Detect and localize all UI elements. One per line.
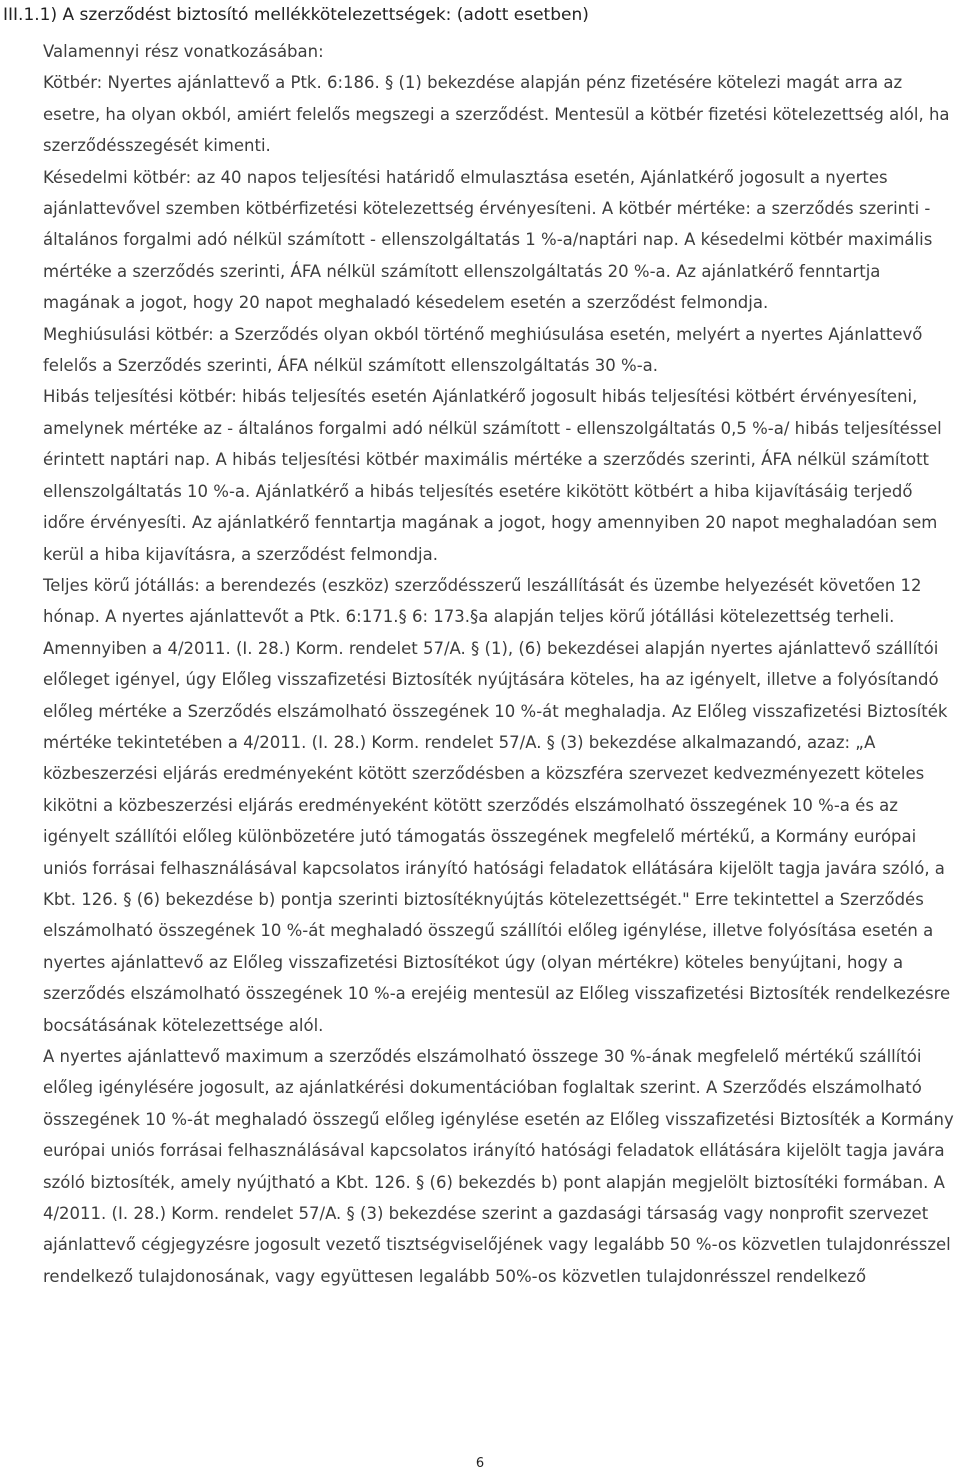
paragraph-penalty-general: Kötbér: Nyertes ajánlattevő a Ptk. 6:186. § (1) bekezdése alapján pénz fizetésére kötelezi magát arra az esetre, ha olyan okból, amiért felelős megszegi a szerződést. Mentesül a kötbér fizetési kötelezettség alól, ha szerződésszegését kimenti.	[43, 73, 950, 156]
paragraph-full-warranty: Teljes körű jótállás: a berendezés (eszköz) szerződésszerű leszállítását és üzembe helyezését követően 12 hónap. A nyertes ajánlattevőt a Ptk. 6:171.§ 6: 173.§a alapján teljes körű jótállási kötelezettség terheli.	[43, 575, 922, 627]
paragraph-scope: Valamennyi rész vonatkozásában:	[43, 42, 324, 61]
section-heading: III.1.1) A szerződést biztosító mellékkötelezettségek: (adott esetben)	[3, 5, 589, 25]
document-body	[43, 36, 955, 1292]
paragraph-advance-repayment-guarantee: Amennyiben a 4/2011. (I. 28.) Korm. rendelet 57/A. § (1), (6) bekezdései alapján nyertes ajánlattevő szállítói előleget igényel, úgy Előleg visszafizetési Biztosíték nyújtására köteles, ha az igényelt, illetve a folyósítandó előleg mértéke a Szerződés elszámolható összegének 10 %-át meghaladja. Az Előleg visszafizetési Biztosíték mértéke tekintetében a 4/2011. (I. 28.) Korm. rendelet 57/A. § (3) bekezdése alkalmazandó, azaz: „A közbeszerzési eljárás eredményeként kötött szerződésben a közszféra szervezet kedvezményezett köteles kikötni a közbeszerzési eljárás eredményeként kötött szerződés elszámolható összegének 10 %-a és az igényelt szállítói előleg különbözetére jutó támogatás összegének megfelelő mértékű, a Kormány európai uniós forrásai felhasználásával kapcsolatos irányító hatósági feladatok ellátására kijelölt tagja javára szóló, a Kbt. 126. § (6) bekezdése b) pontja szerinti biztosítéknyújtás kötelezettségét." Erre tekintettel a Szerződés elszámolható összegének 10 %-át meghaladó összegű szállítói előleg igénylése, illetve folyósítása esetén a nyertes ajánlattevő az Előleg visszafizetési Biztosítékot úgy (olyan mértékre) köteles benyújtani, hogy a szerződés elszámolható összegének 10 %-a erejéig mentesül az Előleg visszafizetési Biztosíték rendelkezésre bocsátásának kötelezettsége alól.	[43, 638, 951, 1035]
paragraph-defective-performance-penalty: Hibás teljesítési kötbér: hibás teljesítés esetén Ajánlatkérő jogosult hibás teljesítési kötbért érvényesíteni, amelynek mértéke az - általános forgalmi adó nélkül számított - ellenszolgáltatás 0,5 %-a/ hibás teljesítéssel érintett naptári nap. A hibás teljesítési kötbér maximális mértéke a szerződés szerinti, ÁFA nélkül számított ellenszolgáltatás 10 %-a. Ajánlatkérő a hibás teljesítés esetére kikötött kötbért a hiba kijavításáig terjedő időre érvényesíti. Az ajánlatkérő fenntartja magának a jogot, hogy amennyiben 20 napot meghaladóan sem kerül a hiba kijavításra, a szerződést felmondja.	[43, 387, 942, 564]
paragraph-failure-penalty: Meghiúsulási kötbér: a Szerződés olyan okból történő meghiúsulása esetén, melyért a nyertes Ajánlattevő felelős a Szerződés szerinti, ÁFA nélkül számított ellenszolgáltatás 30 %-a.	[43, 324, 923, 376]
page-number: 6	[475, 1456, 485, 1471]
paragraph-advance-maximum: A nyertes ajánlattevő maximum a szerződés elszámolható összege 30 %-ának megfelelő mértékű szállítói előleg igénylésére jogosult, az ajánlatkérési dokumentációban foglaltak szerint. A Szerződés elszámolható összegének 10 %-át meghaladó összegű előleg igénylése esetén az Előleg visszafizetési Biztosíték a Kormány európai uniós forrásai felhasználásával kapcsolatos irányító hatósági feladatok ellátására kijelölt tagja javára szóló biztosíték, amely nyújtható a Kbt. 126. § (6) bekezdés b) pont alapján megjelölt biztosítéki formában. A 4/2011. (I. 28.) Korm. rendelet 57/A. § (3) bekezdése szerint a gazdasági társaság vagy nonprofit szervezet ajánlattevő cégjegyzésre jogosult vezető tisztségviselőjének vagy legalább 50 %-os közvetlen tulajdonrésszel rendelkező tulajdonosának, vagy együttesen legalább 50%-os közvetlen tulajdonrésszel rendelkező	[43, 1047, 954, 1286]
paragraph-delay-penalty: Késedelmi kötbér: az 40 napos teljesítési határidő elmulasztása esetén, Ajánlatkérő jogosult a nyertes ajánlattevővel szemben kötbérfizetési kötelezettség érvényesíteni. A kötbér mértéke: a szerződés szerinti - általános forgalmi adó nélkül számított - ellenszolgáltatás 1 %-a/naptári nap. A késedelmi kötbér maximális mértéke a szerződés szerinti, ÁFA nélkül számított ellenszolgáltatás 20 %-a. Az ajánlatkérő fenntartja magának a jogot, hogy 20 napot meghaladó késedelem esetén a szerződést felmondja.	[43, 167, 933, 313]
